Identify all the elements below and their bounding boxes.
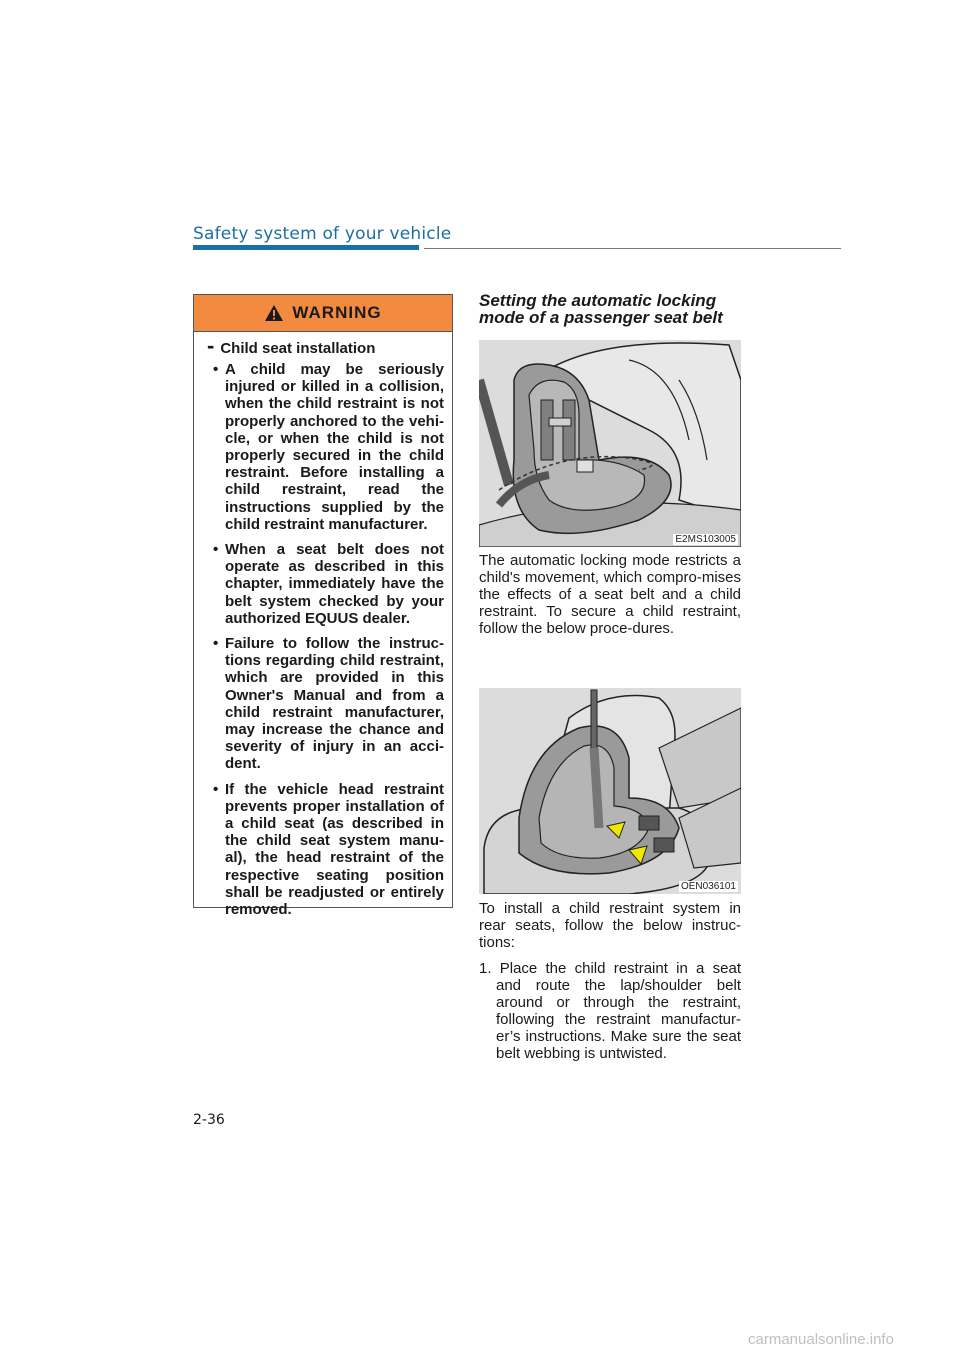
belt-buckle-illustration xyxy=(479,688,741,894)
step-item: 1. Place the child restraint in a seat and route the lap/shoulder belt around or through the restraint, following the restraint manufactur-er’s instructions. Make sure the seat belt webbing is untwisted. xyxy=(479,960,741,1062)
paragraph: To install a child restraint system in rear seats, follow the below instruc-tions: xyxy=(479,900,741,951)
warning-item: • If the vehicle head restraint prevents proper installation of a child seat (as described in the child seat system manu-al), the head restraint of the respective seating position shall be readjusted or entirely removed. xyxy=(213,780,444,919)
figure-code: E2MS103005 xyxy=(675,534,736,545)
figure-code: OEN036101 xyxy=(680,881,736,892)
figure-child-seat-on-seat xyxy=(479,340,741,547)
warning-list xyxy=(207,361,444,918)
figure-install-child-restraint xyxy=(479,688,741,894)
section-header-title: Safety system of your vehicle xyxy=(193,224,452,244)
warning-triangle-icon xyxy=(264,304,284,322)
warning-box xyxy=(193,294,453,919)
header-accent-bar xyxy=(193,245,419,250)
warning-item: • Failure to follow the instruc-tions regarding child restraint, which are provided in this Owner's Manual and from a child restraint manufacturer, may increase the chance and severity of injury in an acci-dent. xyxy=(213,635,444,773)
warning-item: • A child may be seriously injured or killed in a collision, when the child restraint is not properly anchored to the vehi-cle, or when the child is not properly secured in the child restraint. Before installing a child restraint, read the instructions supplied by the child restraint manufacturer. xyxy=(213,361,444,533)
header-rule xyxy=(424,248,841,249)
warning-body xyxy=(194,332,452,918)
warning-item: • When a seat belt does not operate as described in this chapter, immediately have the belt system checked by your authorized EQUUS dealer. xyxy=(213,541,444,627)
warning-label: WARNING xyxy=(292,303,382,322)
warning-header xyxy=(194,295,452,332)
paragraph: The automatic locking mode restricts a child's movement, which compro-mises the effects of a seat belt and a child restraint. To secure a child restraint, follow the below proce-dures. xyxy=(479,552,741,637)
section-title: Setting the automatic locking mode of a passenger seat belt xyxy=(479,291,723,327)
child-seat-illustration xyxy=(479,340,741,547)
warning-heading: - Child seat installation xyxy=(207,333,376,358)
watermark: carmanualsonline.info xyxy=(748,1331,894,1348)
page-number: 2-36 xyxy=(193,1112,225,1128)
